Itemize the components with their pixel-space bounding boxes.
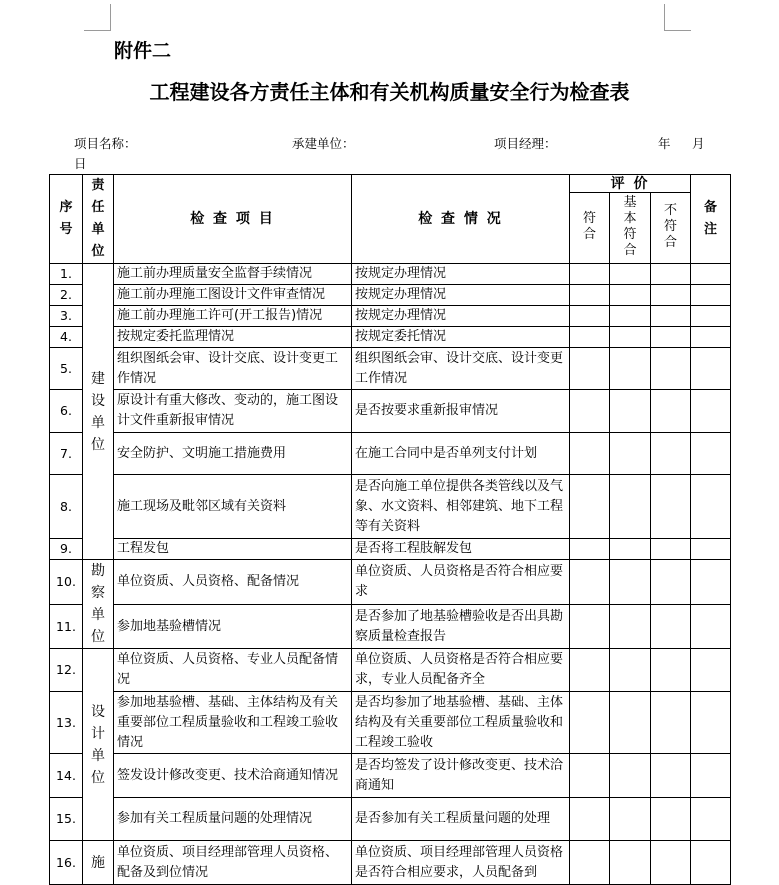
check-item: 签发设计修改变更、技术洽商通知情况 bbox=[114, 754, 352, 798]
eval-cell bbox=[570, 306, 610, 327]
eval-cell bbox=[610, 285, 651, 306]
remark-cell bbox=[691, 649, 731, 692]
check-item: 按规定委托监理情况 bbox=[114, 327, 352, 348]
check-item: 原设计有重大修改、变动的，施工图设计文件重新报审情况 bbox=[114, 390, 352, 433]
eval-cell bbox=[610, 539, 651, 560]
check-status: 按规定办理情况 bbox=[352, 306, 570, 327]
eval-cell bbox=[651, 306, 691, 327]
remark-cell bbox=[691, 692, 731, 754]
eval-cell bbox=[610, 841, 651, 885]
header-status: 检 查 情 况 bbox=[352, 175, 570, 264]
eval-cell bbox=[651, 560, 691, 605]
check-item: 施工前办理质量安全监督手续情况 bbox=[114, 264, 352, 285]
month-label: 月 bbox=[692, 136, 705, 151]
check-status: 组织图纸会审、设计交底、设计变更工作情况 bbox=[352, 348, 570, 390]
row-number: 2. bbox=[50, 285, 83, 306]
eval-cell bbox=[570, 798, 610, 841]
remark-cell bbox=[691, 306, 731, 327]
group-label-survey: 勘察单位 bbox=[83, 560, 114, 649]
remark-cell bbox=[691, 560, 731, 605]
remark-cell bbox=[691, 841, 731, 885]
eval-cell bbox=[610, 798, 651, 841]
remark-cell bbox=[691, 348, 731, 390]
remark-cell bbox=[691, 433, 731, 475]
row-number: 4. bbox=[50, 327, 83, 348]
remark-cell bbox=[691, 754, 731, 798]
header-item: 检 查 项 目 bbox=[114, 175, 352, 264]
row-number: 15. bbox=[50, 798, 83, 841]
eval-cell bbox=[570, 285, 610, 306]
header-nonconform: 不符合 bbox=[651, 193, 691, 264]
eval-cell bbox=[651, 692, 691, 754]
eval-cell bbox=[651, 798, 691, 841]
page-corner-mark-left bbox=[84, 4, 111, 31]
row-number: 9. bbox=[50, 539, 83, 560]
remark-cell bbox=[691, 390, 731, 433]
row-number: 3. bbox=[50, 306, 83, 327]
check-item: 参加地基验槽情况 bbox=[114, 605, 352, 649]
check-status: 是否按要求重新报审情况 bbox=[352, 390, 570, 433]
eval-cell bbox=[570, 348, 610, 390]
row-number: 14. bbox=[50, 754, 83, 798]
eval-cell bbox=[570, 475, 610, 539]
header-basic: 基本符合 bbox=[610, 193, 651, 264]
document-title: 工程建设各方责任主体和有关机构质量安全行为检查表 bbox=[149, 80, 630, 104]
check-status: 单位资质、项目经理部管理人员资格是否符合相应要求，人员配备到 bbox=[352, 841, 570, 885]
eval-cell bbox=[651, 649, 691, 692]
eval-cell bbox=[570, 560, 610, 605]
eval-cell bbox=[651, 475, 691, 539]
check-status: 是否参加有关工程质量问题的处理 bbox=[352, 798, 570, 841]
eval-cell bbox=[570, 841, 610, 885]
check-status: 按规定委托情况 bbox=[352, 327, 570, 348]
year-label: 年 bbox=[658, 136, 671, 151]
day-label: 日 bbox=[74, 156, 87, 171]
eval-cell bbox=[570, 433, 610, 475]
remark-cell bbox=[691, 327, 731, 348]
row-number: 13. bbox=[50, 692, 83, 754]
eval-cell bbox=[610, 327, 651, 348]
header-conform: 符合 bbox=[570, 193, 610, 264]
eval-cell bbox=[610, 475, 651, 539]
row-number: 7. bbox=[50, 433, 83, 475]
eval-cell bbox=[610, 605, 651, 649]
eval-cell bbox=[570, 539, 610, 560]
eval-cell bbox=[651, 605, 691, 649]
check-status: 按规定办理情况 bbox=[352, 264, 570, 285]
eval-cell bbox=[610, 348, 651, 390]
eval-cell bbox=[610, 306, 651, 327]
group-label-design: 设计单位 bbox=[83, 649, 114, 841]
eval-cell bbox=[570, 327, 610, 348]
check-item: 组织图纸会审、设计交底、设计变更工作情况 bbox=[114, 348, 352, 390]
remark-cell bbox=[691, 539, 731, 560]
remark-cell bbox=[691, 798, 731, 841]
eval-cell bbox=[651, 433, 691, 475]
check-item: 安全防护、文明施工措施费用 bbox=[114, 433, 352, 475]
row-number: 12. bbox=[50, 649, 83, 692]
group-label-construction-contractor: 施 bbox=[83, 841, 114, 885]
check-status: 按规定办理情况 bbox=[352, 285, 570, 306]
manager-label: 项目经理： bbox=[494, 136, 557, 151]
check-item: 施工前办理施工许可(开工报告)情况 bbox=[114, 306, 352, 327]
eval-cell bbox=[651, 539, 691, 560]
eval-cell bbox=[570, 754, 610, 798]
row-number: 6. bbox=[50, 390, 83, 433]
header-unit: 责任单位 bbox=[83, 175, 114, 264]
eval-cell bbox=[651, 841, 691, 885]
row-number: 8. bbox=[50, 475, 83, 539]
eval-cell bbox=[651, 285, 691, 306]
check-status: 是否参加了地基验槽验收是否出具勘察质量检查报告 bbox=[352, 605, 570, 649]
check-status: 是否向施工单位提供各类管线以及气象、水文资料、相邻建筑、地下工程等有关资料 bbox=[352, 475, 570, 539]
eval-cell bbox=[651, 264, 691, 285]
eval-cell bbox=[610, 264, 651, 285]
project-name-label: 项目名称： bbox=[74, 136, 137, 151]
row-number: 1. bbox=[50, 264, 83, 285]
attachment-label: 附件二 bbox=[114, 40, 172, 62]
header-seq: 序号 bbox=[50, 175, 83, 264]
eval-cell bbox=[610, 754, 651, 798]
eval-cell bbox=[651, 327, 691, 348]
check-item: 施工现场及毗邻区域有关资料 bbox=[114, 475, 352, 539]
check-item: 参加有关工程质量问题的处理情况 bbox=[114, 798, 352, 841]
eval-cell bbox=[651, 390, 691, 433]
check-status: 单位资质、人员资格是否符合相应要求 bbox=[352, 560, 570, 605]
check-item: 施工前办理施工图设计文件审查情况 bbox=[114, 285, 352, 306]
eval-cell bbox=[570, 692, 610, 754]
row-number: 16. bbox=[50, 841, 83, 885]
eval-cell bbox=[570, 264, 610, 285]
check-item: 单位资质、项目经理部管理人员资格、配备及到位情况 bbox=[114, 841, 352, 885]
eval-cell bbox=[570, 649, 610, 692]
eval-cell bbox=[570, 390, 610, 433]
row-number: 11. bbox=[50, 605, 83, 649]
row-number: 5. bbox=[50, 348, 83, 390]
remark-cell bbox=[691, 475, 731, 539]
check-item: 参加地基验槽、基础、主体结构及有关重要部位工程质量验收和工程竣工验收情况 bbox=[114, 692, 352, 754]
eval-cell bbox=[570, 605, 610, 649]
check-item: 工程发包 bbox=[114, 539, 352, 560]
check-item: 单位资质、人员资格、配备情况 bbox=[114, 560, 352, 605]
row-number: 10. bbox=[50, 560, 83, 605]
page-corner-mark-right bbox=[664, 4, 691, 31]
eval-cell bbox=[610, 390, 651, 433]
remark-cell bbox=[691, 285, 731, 306]
eval-cell bbox=[610, 560, 651, 605]
header-remark: 备注 bbox=[691, 175, 731, 264]
header-eval: 评 价 bbox=[570, 175, 691, 193]
remark-cell bbox=[691, 264, 731, 285]
check-status: 是否均参加了地基验槽、基础、主体结构及有关重要部位工程质量验收和工程竣工验收 bbox=[352, 692, 570, 754]
check-status: 在施工合同中是否单列支付计划 bbox=[352, 433, 570, 475]
check-status: 单位资质、人员资格是否符合相应要求，专业人员配备齐全 bbox=[352, 649, 570, 692]
remark-cell bbox=[691, 605, 731, 649]
eval-cell bbox=[651, 348, 691, 390]
eval-cell bbox=[651, 754, 691, 798]
check-item: 单位资质、人员资格、专业人员配备情况 bbox=[114, 649, 352, 692]
check-status: 是否均签发了设计修改变更、技术洽商通知 bbox=[352, 754, 570, 798]
contractor-label: 承建单位： bbox=[292, 136, 355, 151]
group-label-construction: 建设单位 bbox=[83, 264, 114, 560]
eval-cell bbox=[610, 692, 651, 754]
eval-cell bbox=[610, 433, 651, 475]
eval-cell bbox=[610, 649, 651, 692]
inspection-table bbox=[49, 174, 731, 885]
check-status: 是否将工程肢解发包 bbox=[352, 539, 570, 560]
